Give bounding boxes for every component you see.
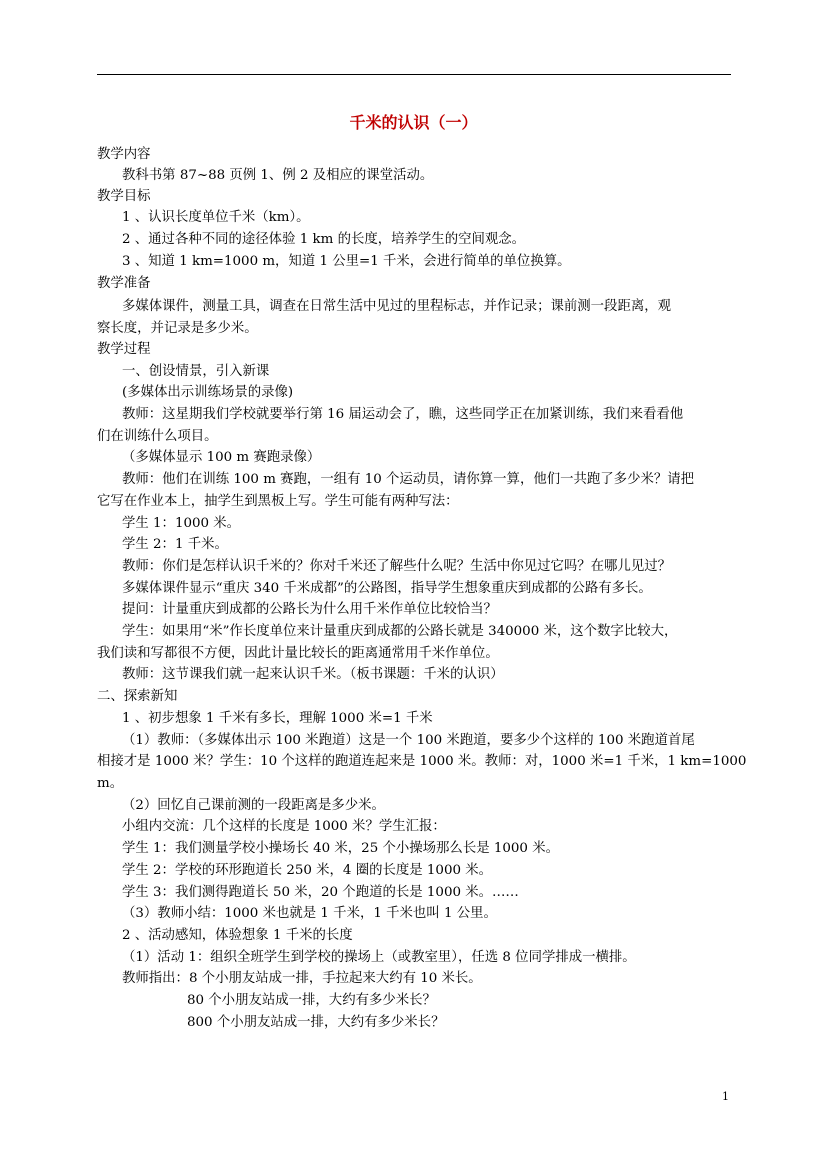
text-line: 多媒体课件，测量工具，调查在日常生活中见过的里程标志，并作记录；课前测一段距离，观 xyxy=(122,299,672,314)
text-line: 800 个小朋友站成一排，大约有多少米长？ xyxy=(187,1015,445,1030)
text-line: （1）教师：（多媒体出示 100 米跑道）这是一个 100 米跑道，要多少个这样的 100 米跑道首尾 xyxy=(122,733,695,748)
text-line: 教师：你们是怎样认识千米的？你对千米还了解些什么呢？生活中你见过它吗？在哪儿见过？ xyxy=(122,559,672,574)
text-line: 小组内交流：几个这样的长度是 1000 米？学生汇报： xyxy=(122,819,446,834)
text-line: 我们读和写都很不方便，因此计量比较长的距离通常用千米作单位。 xyxy=(97,646,499,661)
section-heading: 教学内容 xyxy=(97,147,151,162)
text-line: 多媒体课件显示“重庆 340 千米成都”的公路图，指导学生想象重庆到成都的公路有多长。 xyxy=(122,581,652,596)
text-line: 学生 2：1 千米。 xyxy=(122,537,228,552)
section-heading: 二、探索新知 xyxy=(97,689,178,704)
text-line: m。 xyxy=(97,776,124,791)
text-line: 察长度，并记录是多少米。 xyxy=(97,321,258,336)
text-line: （2）回忆自己课前测的一段距离是多少米。 xyxy=(122,798,385,813)
text-line: (多媒体出示训练场景的录像) xyxy=(122,385,294,400)
text-line: 学生 2：学校的环形跑道长 250 米，4 圈的长度是 1000 米。 xyxy=(122,863,493,878)
text-line: 学生 3：我们测得跑道长 50 米，20 个跑道的长是 1000 米。…… xyxy=(122,885,519,900)
text-line: 提问：计量重庆到成都的公路长为什么用千米作单位比较恰当？ xyxy=(122,602,497,617)
text-line: 教师：这星期我们学校就要举行第 16 届运动会了，瞧，这些同学正在加紧训练，我们来看看他 xyxy=(122,407,684,422)
page-title: 千米的认识（一） xyxy=(349,113,478,132)
section-heading: 教学目标 xyxy=(97,189,151,204)
text-line: 教师：他们在训练 100 m 赛跑，一组有 10 个运动员，请你算一算，他们一共跑了多少米？请把 xyxy=(122,472,695,487)
section-heading: 教学过程 xyxy=(97,342,151,357)
text-line: （3）教师小结：1000 米也就是 1 千米，1 千米也叫 1 公里。 xyxy=(122,906,497,921)
text-line: 2 、通过各种不同的途径体验 1 km 的长度，培养学生的空间观念。 xyxy=(122,232,526,247)
text-line: 1 、初步想象 1 千米有多长，理解 1000 米=1 千米 xyxy=(122,711,433,726)
text-line: 2 、活动感知，体验想象 1 千米的长度 xyxy=(122,928,353,943)
text-line: （多媒体显示 100 m 赛跑录像） xyxy=(122,450,321,465)
text-line: 们在训练什么项目。 xyxy=(97,429,218,444)
text-line: 学生：如果用“米”作长度单位来计量重庆到成都的公路长就是 340000 米，这个数字比较大， xyxy=(122,624,678,639)
text-line: 1 、认识长度单位千米（km）。 xyxy=(122,210,310,225)
text-line: 一、创设情景，引入新课 xyxy=(122,364,270,379)
header-rule xyxy=(97,74,731,75)
text-line: 学生 1：我们测量学校小操场长 40 米，25 个小操场那么长是 1000 米。 xyxy=(122,841,559,856)
section-heading: 教学准备 xyxy=(97,276,151,291)
page-number: 1 xyxy=(722,1090,729,1103)
text-line: 教师：这节课我们就一起来认识千米。（板书课题：千米的认识） xyxy=(122,667,504,682)
text-line: 它写在作业本上，抽学生到黑板上写。学生可能有两种写法： xyxy=(97,494,459,509)
text-line: 3 、知道 1 km=1000 m，知道 1 公里=1 千米，会进行简单的单位换算。 xyxy=(122,254,571,269)
text-line: 学生 1：1000 米。 xyxy=(122,516,241,531)
text-line: 相接才是 1000 米？学生：10 个这样的跑道连起来是 1000 米。教师：对，1000 米=1 千米，1 km=1000 xyxy=(97,754,747,769)
text-line: （1）活动 1：组织全班学生到学校的操场上（或教室里），任选 8 位同学排成一横排。 xyxy=(122,950,636,965)
text-line: 教师指出：8 个小朋友站成一排，手拉起来大约有 10 米长。 xyxy=(122,971,482,986)
text-line: 教科书第 87~88 页例 1、例 2 及相应的课堂活动。 xyxy=(122,168,434,183)
text-line: 80 个小朋友站成一排，大约有多少米长？ xyxy=(187,993,436,1008)
